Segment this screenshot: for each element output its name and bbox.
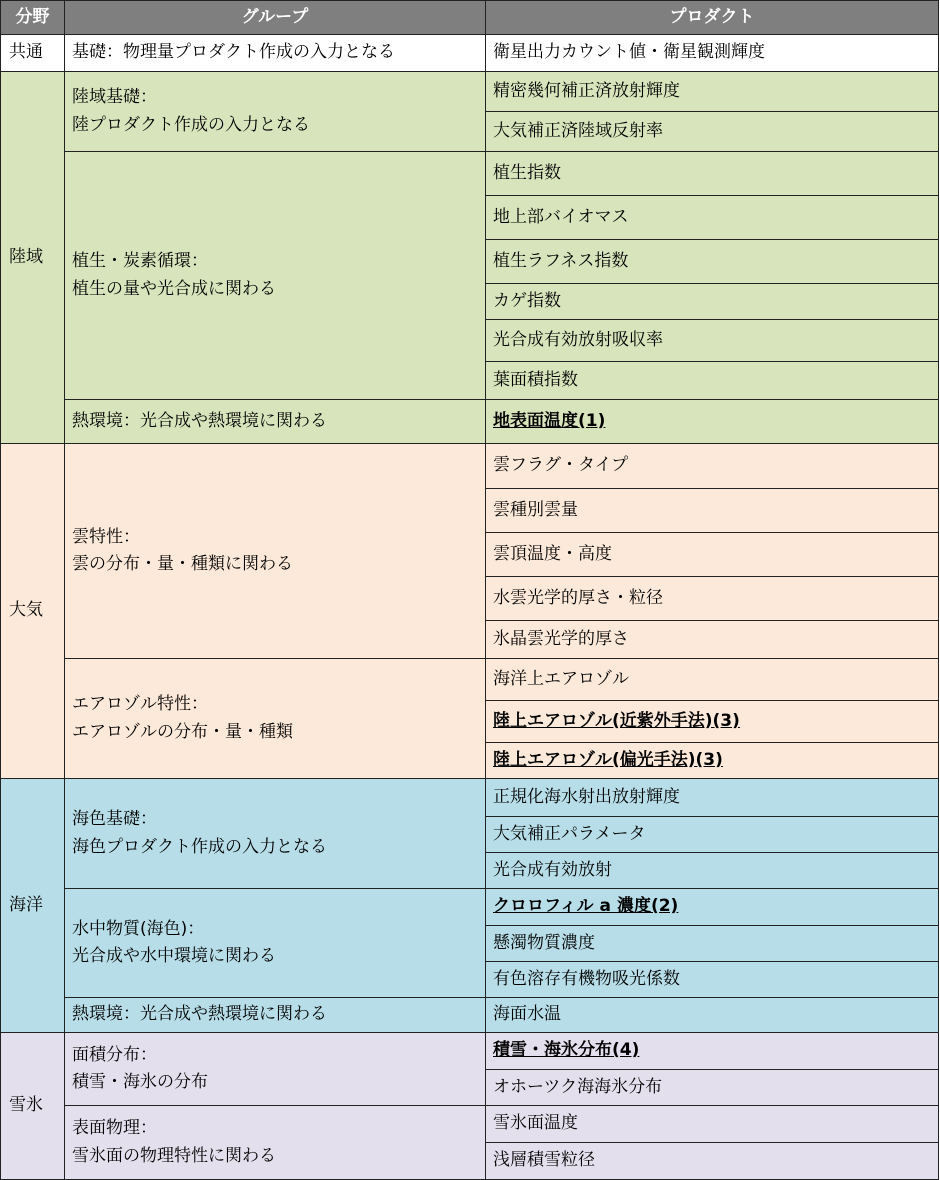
product-cell: 葉面積指数 <box>486 362 939 400</box>
product-cell: 大気補正済陸域反射率 <box>486 112 939 152</box>
group-title: 雲特性： <box>72 526 140 547</box>
group-cell-aerosol <box>65 659 486 779</box>
group-cell-water-matter <box>65 889 486 998</box>
product-cell: 雪氷面温度 <box>486 1106 939 1143</box>
group-title: 表面物理： <box>72 1118 157 1139</box>
group-cell-common: 基礎：物理量プロダクト作成の入力となる <box>65 35 486 72</box>
field-cell-atmosphere: 大気 <box>1 444 65 779</box>
product-cell: オホーツク海海氷分布 <box>486 1070 939 1106</box>
group-description: 雲の分布・量・種類に関わる <box>72 554 293 574</box>
field-cell-ocean: 海洋 <box>1 779 65 1033</box>
group-cell-ocean-thermal <box>65 998 486 1033</box>
table-row <box>1 1106 939 1143</box>
group-cell-cloud <box>65 444 486 659</box>
product-cell: 植生ラフネス指数 <box>486 240 939 284</box>
table-row <box>1 152 939 196</box>
table-row <box>1 400 939 444</box>
header-field: 分野 <box>1 1 65 35</box>
product-cell <box>486 400 939 444</box>
field-cell-common: 共通 <box>1 35 65 72</box>
table-row <box>1 1033 939 1070</box>
group-description: 海色プロダクト作成の入力となる <box>72 836 327 857</box>
product-cell: 氷晶雲光学的厚さ <box>486 621 939 659</box>
table-row <box>1 35 939 72</box>
group-cell-area <box>65 1033 486 1106</box>
group-title: エアロゾル特性： <box>72 694 208 715</box>
product-cell <box>486 1033 939 1070</box>
group-title: 海色基礎： <box>72 809 157 830</box>
group-cell-ocean-color <box>65 779 486 889</box>
field-cell-snow-ice: 雪氷 <box>1 1033 65 1180</box>
group-description: 陸プロダクト作成の入力となる <box>72 114 310 135</box>
product-cell: 浅層積雪粒径 <box>486 1143 939 1180</box>
table-row <box>1 779 939 817</box>
product-cell-common: 衛星出力カウント値・衛星観測輝度 <box>486 35 939 72</box>
product-cell: 雲フラグ・タイプ <box>486 444 939 489</box>
group-description: 雪氷面の物理特性に関わる <box>72 1145 276 1166</box>
group-cell-surface <box>65 1106 486 1180</box>
product-cell <box>486 701 939 743</box>
product-cell: カゲ指数 <box>486 284 939 320</box>
product-link-text: 積雪・海氷分布(4) <box>493 1040 640 1061</box>
group-title: 水中物質(海色)： <box>72 918 205 939</box>
group-title: 面積分布： <box>72 1044 157 1065</box>
group-cell-land-thermal <box>65 400 486 444</box>
product-cell: 光合成有効放射吸収率 <box>486 320 939 362</box>
group-description: 植生の量や光合成に関わる <box>72 278 276 299</box>
header-product: プロダクト <box>486 1 939 35</box>
product-cell: 光合成有効放射 <box>486 853 939 889</box>
header-group: グループ <box>65 1 486 35</box>
product-cell: 地上部バイオマス <box>486 196 939 240</box>
product-cell: 海洋上エアロゾル <box>486 659 939 701</box>
product-cell: 水雲光学的厚さ・粒径 <box>486 577 939 621</box>
product-link-text: 陸上エアロゾル(偏光手法)(3) <box>493 749 723 770</box>
product-cell: 有色溶存有機物吸光係数 <box>486 962 939 998</box>
product-cell <box>486 743 939 779</box>
group-title: 陸域基礎： <box>72 87 157 108</box>
table-row <box>1 889 939 926</box>
product-cell: 雲頂温度・高度 <box>486 533 939 577</box>
product-link-text: クロロフィル a 濃度(2) <box>493 896 679 917</box>
product-link-text: 地表面温度(1) <box>493 410 606 431</box>
header-row <box>1 1 939 35</box>
group-description: 積雪・海氷の分布 <box>72 1072 208 1092</box>
product-cell: 正規化海水射出放射輝度 <box>486 779 939 817</box>
field-cell-land: 陸域 <box>1 72 65 444</box>
product-cell: 植生指数 <box>486 152 939 196</box>
product-link-text: 陸上エアロゾル(近紫外手法)(3) <box>493 710 740 731</box>
table-row <box>1 998 939 1033</box>
product-cell <box>486 889 939 926</box>
group-description: エアロゾルの分布・量・種類 <box>72 721 293 742</box>
table-row <box>1 659 939 701</box>
product-cell: 大気補正パラメータ <box>486 817 939 853</box>
product-cell: 海面水温 <box>486 998 939 1033</box>
group-description: 光合成や水中環境に関わる <box>72 946 276 966</box>
group-title: 熱環境：光合成や熱環境に関わる <box>72 410 327 431</box>
group-cell-land-basic <box>65 72 486 152</box>
product-cell: 精密幾何補正済放射輝度 <box>486 72 939 112</box>
table-row <box>1 72 939 112</box>
table-row <box>1 444 939 489</box>
product-cell: 懸濁物質濃度 <box>486 926 939 962</box>
group-title: 熱環境：光合成や熱環境に関わる <box>72 1004 327 1025</box>
group-title: 植生・炭素循環： <box>72 251 208 272</box>
group-cell-vegetation <box>65 152 486 400</box>
product-cell: 雲種別雲量 <box>486 489 939 533</box>
